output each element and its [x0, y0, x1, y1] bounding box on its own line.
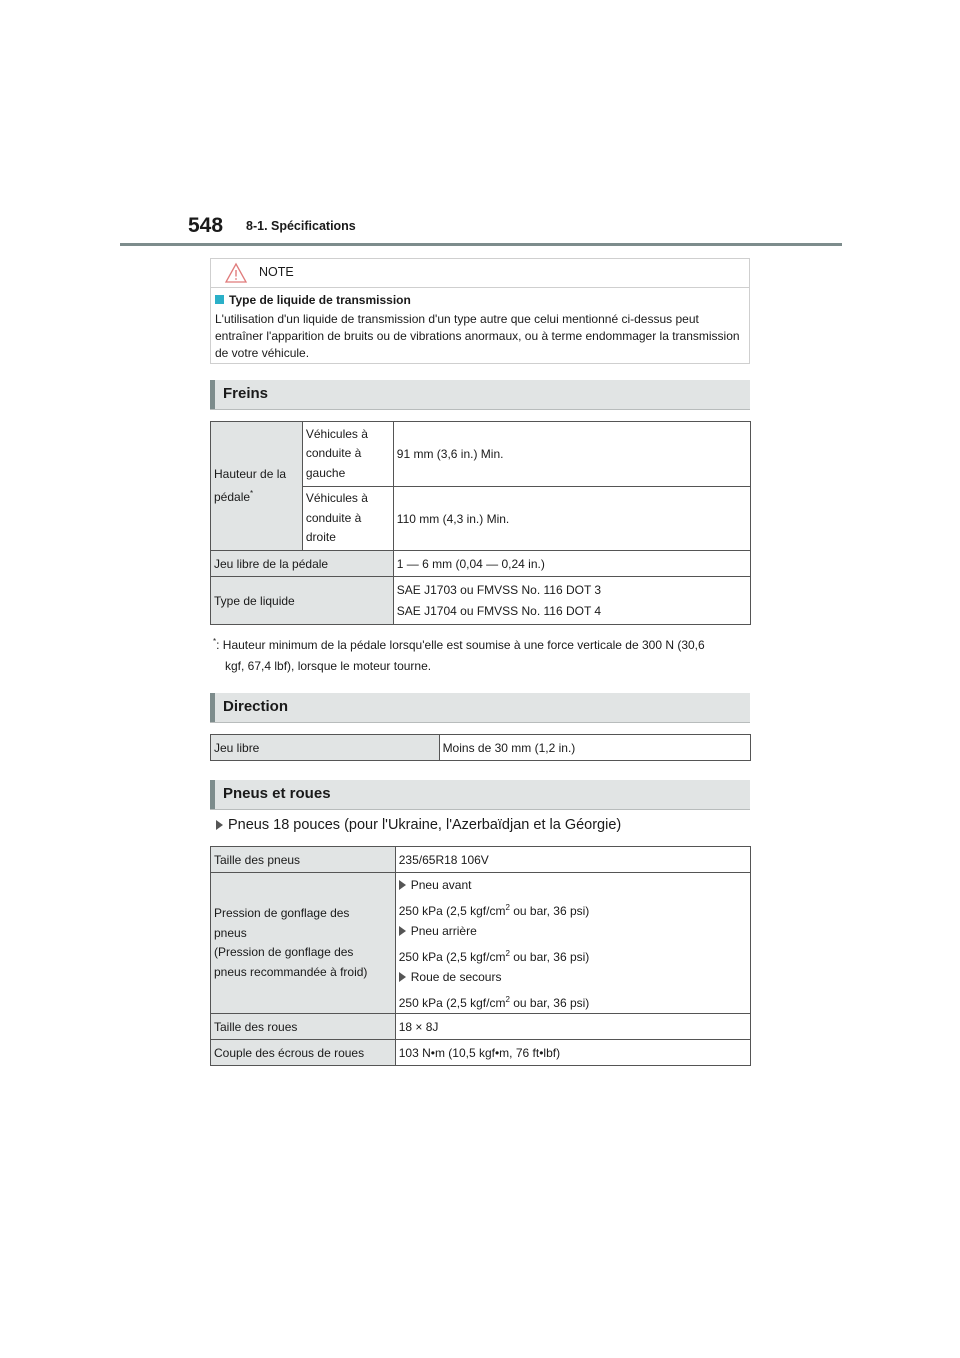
- triangle-bullet-icon: [399, 926, 406, 936]
- table-row: [211, 577, 751, 625]
- nut-torque-label: Couple des écrous de roues: [211, 1040, 396, 1066]
- pedal-freeplay-value: 1 — 6 mm (0,04 — 0,24 in.): [393, 551, 750, 577]
- page-number: 548: [188, 214, 224, 237]
- note-body: L'utilisation d'un liquide de transmission d'un type autre que celui mentionné ci-dessus peut entraîner l'apparition de bruits ou de vibrations anormaux, ou à terme endommager la transmission de votre véhicule.: [215, 312, 740, 360]
- tire-size-label: Taille des pneus: [211, 847, 396, 873]
- rear-tire-label: Pneu arrière: [399, 921, 747, 941]
- table-row: [211, 551, 751, 577]
- wheel-size-label: Taille des roues: [211, 1014, 396, 1040]
- note-subtitle: Type de liquide de transmission: [215, 293, 411, 307]
- square-bullet-icon: [215, 295, 224, 304]
- direction-heading: Direction: [210, 693, 750, 723]
- table-row: [211, 1014, 751, 1040]
- direction-table: [210, 734, 751, 761]
- wheel-size-value: 18 × 8J: [395, 1014, 750, 1040]
- rhd-label: Véhicules à conduite à droite: [302, 487, 393, 551]
- header-rule: [120, 243, 842, 246]
- fluid-type-value: SAE J1703 ou FMVSS No. 116 DOT 3 SAE J1704 ou FMVSS No. 116 DOT 4: [393, 577, 750, 625]
- freins-table: [210, 421, 751, 625]
- triangle-bullet-icon: [399, 972, 406, 982]
- tire-subheading: Pneus 18 pouces (pour l'Ukraine, l'Azerbaïdjan et la Géorgie): [216, 817, 621, 833]
- table-row: [211, 422, 751, 487]
- pedal-height-label: Hauteur de la pédale*: [211, 422, 303, 551]
- nut-torque-value: 103 N•m (10,5 kgf•m, 76 ft•lbf): [395, 1040, 750, 1066]
- tire-size-value: 235/65R18 106V: [395, 847, 750, 873]
- pneus-heading: Pneus et roues: [210, 780, 750, 810]
- section-title: 8-1. Spécifications: [246, 219, 356, 233]
- fluid-type-label: Type de liquide: [211, 577, 394, 625]
- steering-freeplay-value: Moins de 30 mm (1,2 in.): [439, 735, 750, 761]
- note-title: NOTE: [259, 265, 294, 279]
- table-row: [211, 1040, 751, 1066]
- spare-tire-label: Roue de secours: [399, 967, 747, 987]
- pedal-freeplay-label: Jeu libre de la pédale: [211, 551, 394, 577]
- tire-pressure-label: Pression de gonflage des pneus (Pression de gonflage des pneus recommandée à froid): [211, 873, 396, 1014]
- table-row: [211, 847, 751, 873]
- warning-icon: [224, 262, 248, 284]
- freins-footnote: *: Hauteur minimum de la pédale lorsqu'elle est soumise à une force verticale de 300 N (30,6 kgf, 67,4 lbf), lorsque le moteur tourne.: [213, 637, 705, 673]
- front-tire-label: Pneu avant: [399, 875, 747, 895]
- note-box: [210, 258, 750, 364]
- table-row: [211, 873, 751, 1014]
- table-row: [211, 735, 751, 761]
- triangle-bullet-icon: [399, 880, 406, 890]
- triangle-bullet-icon: [216, 820, 223, 830]
- rear-tire-value: 250 kPa (2,5 kgf/$cm^2$ ou bar, 36 psi): [398, 949, 590, 964]
- tire-pressure-value: [395, 873, 750, 1014]
- lhd-value: 91 mm (3,6 in.) Min.: [393, 422, 750, 487]
- pneus-table: [210, 846, 751, 1066]
- rhd-value: 110 mm (4,3 in.) Min.: [393, 487, 750, 551]
- front-tire-value: 250 kPa (2,5 kgf/$cm^2$ ou bar, 36 psi): [398, 903, 590, 918]
- spare-tire-value: 250 kPa (2,5 kgf/$cm^2$ ou bar, 36 psi): [398, 995, 590, 1010]
- lhd-label: Véhicules à conduite à gauche: [302, 422, 393, 487]
- steering-freeplay-label: Jeu libre: [211, 735, 440, 761]
- note-header: [211, 259, 749, 288]
- freins-heading: Freins: [210, 380, 750, 410]
